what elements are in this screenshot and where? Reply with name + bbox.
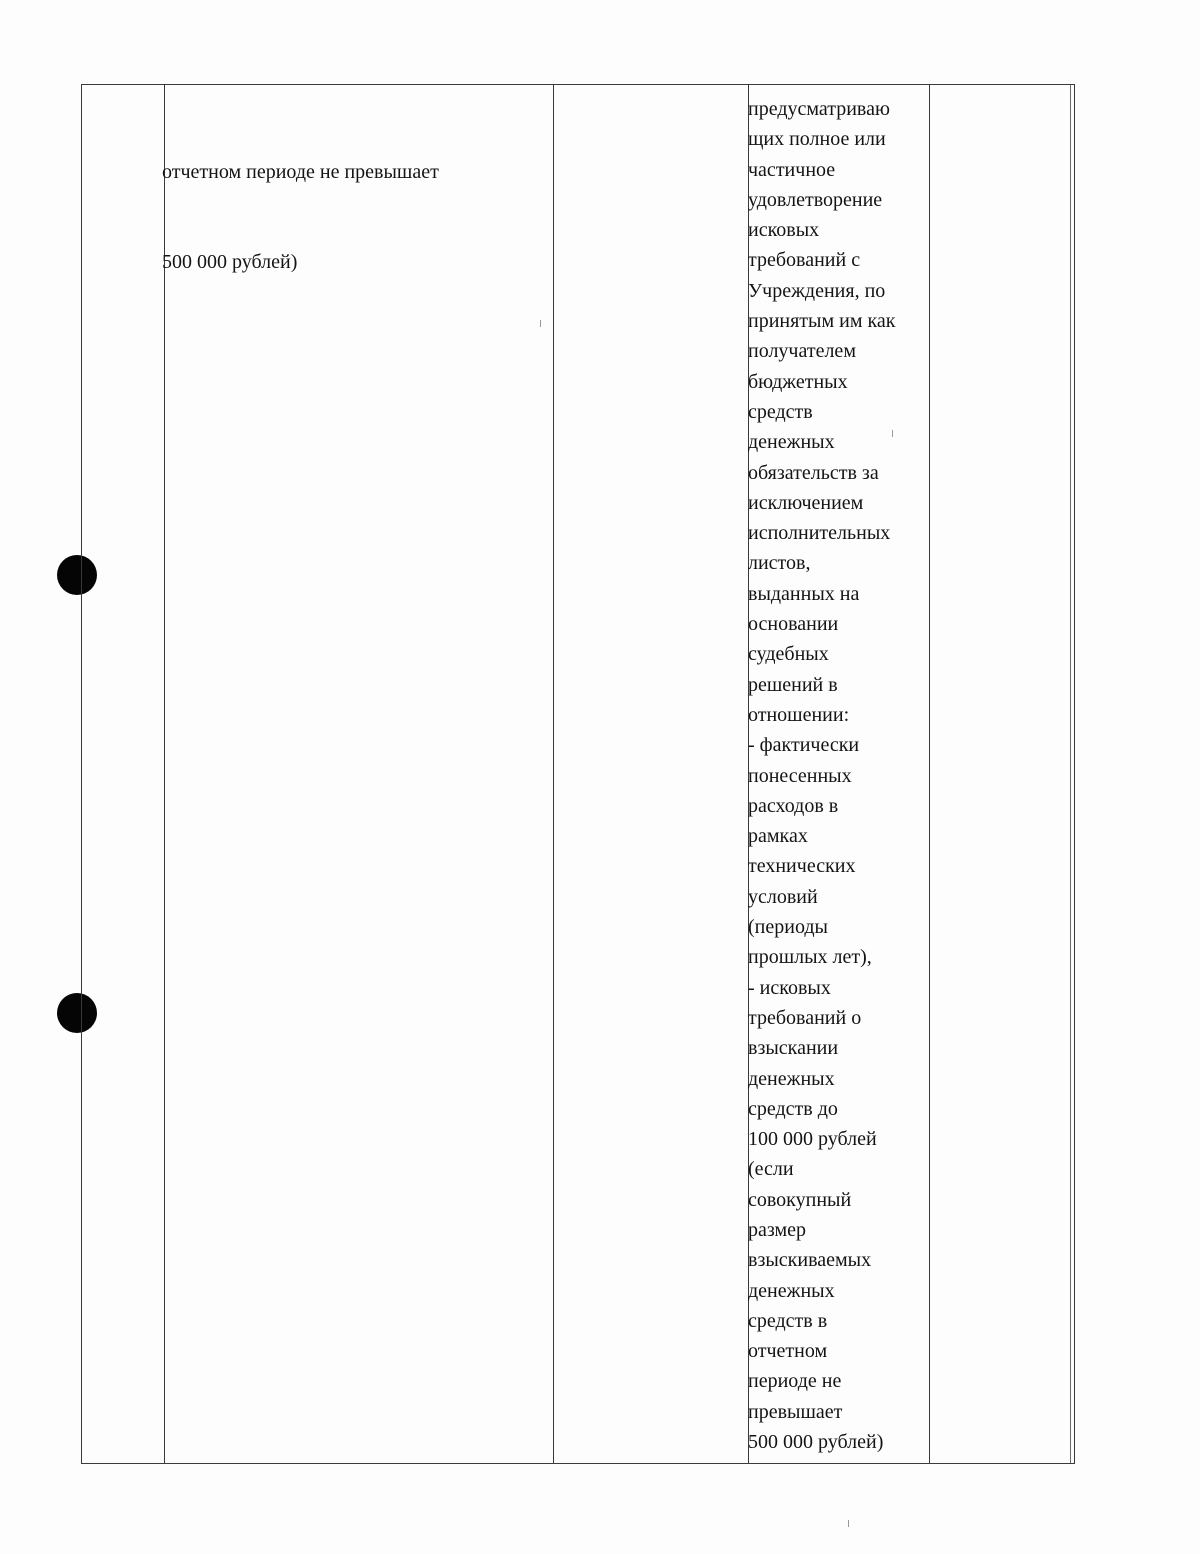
cell-text-line: технических bbox=[748, 855, 856, 878]
cell-text-line: частичное bbox=[748, 158, 836, 181]
cell-text-line: средств до bbox=[748, 1097, 838, 1120]
cell-text-line: листов, bbox=[748, 552, 811, 575]
cell-text-line: получателем bbox=[748, 340, 856, 363]
column-divider-4 bbox=[929, 84, 930, 1464]
cell-text-line: предусматриваю bbox=[748, 98, 890, 120]
cell-text-line: требований с bbox=[748, 249, 861, 272]
cell-text-line: периоде не bbox=[748, 1370, 842, 1393]
cell-text-line: денежных bbox=[748, 431, 835, 454]
cell-text-line: 500 000 рублей) bbox=[748, 1431, 884, 1454]
cell-text-line: исполнительных bbox=[748, 522, 891, 545]
cell-text-line: 500 000 рублей) bbox=[162, 251, 298, 274]
scan-speck bbox=[848, 1520, 849, 1527]
cell-text-line: бюджетных bbox=[748, 370, 848, 393]
cell-text-line: отношении: bbox=[748, 703, 850, 726]
cell-text-line: условий bbox=[748, 885, 818, 908]
column-divider-2 bbox=[553, 84, 554, 1464]
cell-text-line: средств в bbox=[748, 1309, 828, 1332]
cell-text-line: взыскиваемых bbox=[748, 1249, 872, 1272]
cell-text-line: понесенных bbox=[748, 764, 852, 787]
cell-text-line: Учреждения, по bbox=[748, 279, 886, 302]
cell-text-line: отчетном периоде не превышает bbox=[162, 160, 439, 183]
cell-text-line: (если bbox=[748, 1158, 794, 1181]
cell-text-line: требований о bbox=[748, 1006, 862, 1029]
cell-text-line: судебных bbox=[748, 643, 829, 666]
cell-text-line: исковых bbox=[748, 219, 820, 242]
cell-text-line: превышает bbox=[748, 1400, 843, 1423]
cell-text-line: 100 000 рублей bbox=[748, 1128, 877, 1151]
cell-text-line: щих полное или bbox=[748, 128, 886, 151]
cell-text-line: средств bbox=[748, 400, 813, 423]
cell-text-line: рамках bbox=[748, 825, 808, 848]
cell-text-line: размер bbox=[748, 1218, 807, 1241]
cell-text-line: исключением bbox=[748, 491, 864, 514]
cell-text-line: обязательств за bbox=[748, 461, 879, 484]
cell-text-line: выданных на bbox=[748, 582, 860, 605]
cell-text-line: денежных bbox=[748, 1067, 835, 1090]
cell-text-line: взыскании bbox=[748, 1037, 839, 1060]
cell-text-line: совокупный bbox=[748, 1188, 852, 1211]
cell-text-line: прошлых лет), bbox=[748, 946, 872, 969]
cell-text-line: отчетном bbox=[748, 1340, 828, 1363]
cell-text-line: (периоды bbox=[748, 916, 828, 939]
cell-text-line: денежных bbox=[748, 1279, 835, 1302]
table-cell-column-2 bbox=[162, 96, 552, 338]
cell-text-line: удовлетворение bbox=[748, 188, 883, 211]
cell-text-line: - фактически bbox=[748, 734, 860, 757]
cell-text-line: решений в bbox=[748, 673, 838, 696]
scan-speck bbox=[540, 320, 541, 327]
table-cell-column-4 bbox=[748, 94, 928, 1457]
scan-speck bbox=[892, 430, 893, 437]
cell-text-line: расходов в bbox=[748, 794, 839, 817]
cell-text-line: - исковых bbox=[748, 976, 831, 999]
cell-text-line: основании bbox=[748, 613, 839, 636]
cell-text-line: принятым им как bbox=[748, 310, 896, 333]
